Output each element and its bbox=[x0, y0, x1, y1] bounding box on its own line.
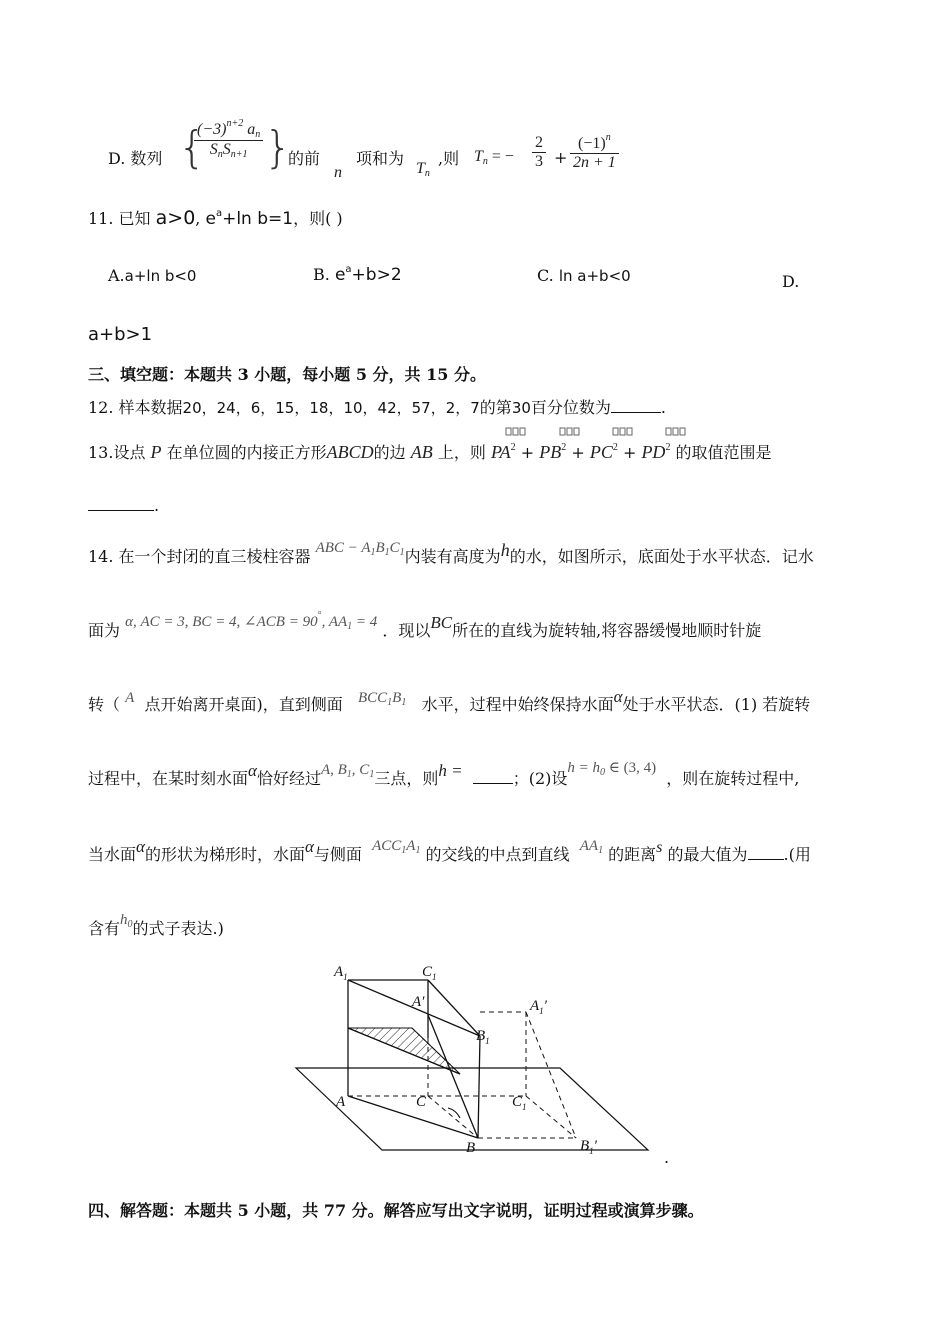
q11-stem bbox=[88, 206, 343, 229]
q13-pb: $PB^2$ bbox=[539, 442, 567, 462]
q14-line-2 bbox=[88, 610, 762, 642]
q14-answer-blank-2[interactable] bbox=[748, 845, 784, 860]
q11-opt-b-label: B. bbox=[313, 265, 330, 284]
q13-p: P bbox=[150, 442, 162, 462]
q14-l1-mid: 内装有高度为 bbox=[404, 547, 501, 566]
q14-points: A, $B_1$, $C_1$ bbox=[320, 762, 375, 780]
frac1-den: 3 bbox=[535, 153, 543, 170]
q10-var-n: n bbox=[334, 164, 342, 181]
q13-answer-line bbox=[88, 496, 159, 515]
q14-line-3 bbox=[88, 687, 811, 716]
q11-option-d-label[interactable] bbox=[782, 272, 799, 291]
label-A1: $A_1$ bbox=[334, 964, 348, 982]
seq-num-sub: n bbox=[255, 129, 261, 140]
q12-pct: 30 bbox=[511, 399, 531, 417]
q13-ab: AB bbox=[410, 442, 433, 462]
formula-eq: = − bbox=[491, 148, 514, 165]
frac-alt bbox=[570, 132, 619, 172]
q12-mid: 的第 bbox=[479, 398, 512, 417]
q14-l1-prefix: 14. 在一个封闭的直三棱柱容器 bbox=[88, 547, 311, 566]
section-3-heading: 三、填空题：本题共 3 小题，每小题 5 分，共 15 分。 bbox=[88, 365, 486, 384]
q14-l2-suffix: 所在的直线为旋转轴,将容器缓慢地顺时针旋 bbox=[452, 621, 762, 640]
q14-conditions: α, AC = 3, BC = 4, ∠ACB = 90°, $AA_1 = 4$ bbox=[125, 610, 378, 632]
q14-l5-mid: 的形状为梯形时，水面 bbox=[144, 845, 305, 864]
q10-formula bbox=[474, 148, 514, 167]
q14-l3-suffix: 处于水平状态．(1) 若旋转 bbox=[622, 695, 811, 714]
q14-l1-suffix: 的水，如图所示，底面处于水平状态．记水 bbox=[509, 547, 814, 566]
q11-opt-b-text: $e^a+b>2$ bbox=[334, 264, 402, 285]
formula-plus: + bbox=[554, 148, 568, 167]
q13-t1: 在单位圆的内接正方形 bbox=[166, 443, 327, 462]
q11-opt-a-label: A. bbox=[108, 266, 125, 285]
section-4-heading: 四、解答题：本题共 5 小题，共 77 分。解答应写出文字说明，证明过程或演算步骤。 bbox=[88, 1201, 704, 1220]
q12-data: 20，24，6，15，18，10，42，57，2，7 bbox=[182, 399, 480, 417]
q14-prism: ABC − $A_1B_1C_1$ bbox=[315, 540, 405, 558]
q10-var-T: $T_n$ bbox=[416, 160, 430, 179]
q11-opt-d-label: D. bbox=[782, 272, 800, 291]
q13-plus-1: + bbox=[520, 443, 535, 462]
q14-h-eq: h = bbox=[438, 761, 463, 780]
q11-comma: , bbox=[195, 209, 201, 228]
q14-bc: BC bbox=[430, 613, 453, 632]
q14-l4-prefix: 过程中，在某时刻水面 bbox=[88, 769, 249, 788]
vector-arrow-marks bbox=[500, 426, 720, 438]
q11-opt-a-text: a+ln b<0 bbox=[124, 267, 197, 285]
seq-num-term: a bbox=[247, 121, 256, 138]
label-B: B bbox=[466, 1140, 476, 1156]
q14-line-5 bbox=[88, 837, 811, 866]
q14-l6-suffix: 的式子表达.) bbox=[132, 919, 224, 938]
q14-h0: $h_0$ bbox=[120, 912, 133, 930]
q14-l5-mid3: 的交线的中点到直线 bbox=[425, 845, 570, 864]
q11-cond2: $e^a+\ln$ b=1 bbox=[205, 208, 294, 229]
q14-l4-mid2: 三点，则 bbox=[374, 769, 439, 788]
q11-opt-c-label: C. bbox=[537, 266, 554, 285]
q13-pa: $PA^2$ bbox=[490, 442, 516, 462]
q13-plus-2: + bbox=[571, 443, 585, 462]
q12-end: . bbox=[660, 398, 667, 417]
q14-acc: $ACC_1A_1$ bbox=[372, 838, 421, 856]
q10-text-before-n: 的前 bbox=[288, 149, 321, 168]
q10-text-sum: 项和为 bbox=[356, 149, 405, 168]
q14-s: s bbox=[656, 839, 663, 856]
formula-lhs-sub: n bbox=[482, 156, 488, 167]
figure-trailing-dot: . bbox=[664, 1148, 670, 1167]
q10-text-then: ,则 bbox=[438, 149, 460, 168]
q11-option-b[interactable] bbox=[313, 264, 402, 285]
seq-den-a-sub: n bbox=[217, 149, 223, 160]
q12-prefix: 12. 样本数据 bbox=[88, 398, 183, 417]
q14-alpha-2: α bbox=[248, 761, 257, 780]
q14-line-4 bbox=[88, 760, 800, 790]
q14-l3-mid2: 水平，过程中始终保持水面 bbox=[421, 695, 614, 714]
label-C1: $C_1$ bbox=[422, 964, 437, 982]
q14-l2-prefix: 面为 bbox=[88, 621, 121, 640]
q14-l2-mid: ．现以 bbox=[382, 621, 431, 640]
label-A-prime: A′ bbox=[412, 994, 425, 1010]
q14-line-1 bbox=[88, 540, 814, 568]
q14-l3-prefix: 转（ bbox=[88, 695, 121, 714]
q11-option-c[interactable] bbox=[537, 266, 631, 285]
q14-alpha-3: α bbox=[136, 837, 145, 856]
q11-suffix: ，则( ) bbox=[293, 209, 343, 228]
q11-prefix: 11. 已知 bbox=[88, 209, 151, 228]
q13 bbox=[88, 440, 772, 463]
q14-l5-mid4: 的距离 bbox=[608, 845, 657, 864]
q12-suffix: 百分位数为 bbox=[530, 398, 611, 417]
q13-pd: $PD^2$ bbox=[641, 442, 671, 462]
label-B1: $B_1$ bbox=[476, 1028, 490, 1046]
label-C: C bbox=[416, 1094, 427, 1110]
q14-line-6 bbox=[88, 912, 224, 940]
q14-l4-suffix: ，则在旋转过程中, bbox=[666, 769, 800, 788]
seq-den-b-sub: n+1 bbox=[230, 149, 248, 160]
prism-rotation-figure bbox=[290, 960, 690, 1170]
q14-h0-expr: $h = h_0$ ∈ (3, 4) bbox=[567, 760, 657, 778]
q13-t2: 的边 bbox=[373, 443, 406, 462]
q14-l4-mid: 恰好经过 bbox=[256, 769, 321, 788]
q14-l5-mid5: 的最大值为 bbox=[667, 845, 748, 864]
q14-side: $BCC_1B_1$ bbox=[357, 690, 407, 708]
seq-num: (−3) bbox=[197, 121, 227, 138]
q14-l5-suffix: .(用 bbox=[783, 845, 811, 864]
frac2-den: 2n + 1 bbox=[573, 154, 616, 171]
q11-cond1: a>0 bbox=[155, 207, 196, 229]
q14-l5-mid2: 与侧面 bbox=[313, 845, 362, 864]
label-A: A bbox=[336, 1094, 346, 1110]
q13-end: . bbox=[154, 496, 160, 515]
q11-option-d-text[interactable]: a+b>1 bbox=[88, 324, 153, 345]
label-C1-bottom: $C_1$ bbox=[512, 1094, 527, 1112]
frac1-num: 2 bbox=[532, 134, 546, 153]
q14-answer-blank-1[interactable] bbox=[473, 769, 513, 784]
q12 bbox=[88, 395, 666, 418]
q10-option-d-label: D. 数列 bbox=[108, 149, 163, 168]
label-B1-prime: $B_1'$ bbox=[580, 1138, 597, 1156]
formula-lhs: T bbox=[474, 148, 483, 165]
seq-den-a: S bbox=[209, 141, 218, 158]
q14-l3-mid: 点开始离开桌面)，直到侧面 bbox=[144, 695, 343, 714]
q12-answer-blank[interactable] bbox=[611, 398, 661, 413]
q13-t3: 上，则 bbox=[437, 443, 486, 462]
seq-fraction bbox=[194, 118, 263, 160]
q13-t4: 的取值范围是 bbox=[675, 443, 772, 462]
q14-a: A bbox=[125, 690, 135, 706]
q14-l6-prefix: 含有 bbox=[88, 919, 121, 938]
q13-prefix: 13.设点 bbox=[88, 443, 146, 462]
q13-pc: $PC^2$ bbox=[589, 442, 618, 462]
seq-den-b: S bbox=[222, 141, 231, 158]
q14-alpha-1: α bbox=[613, 687, 623, 706]
q14-h: h bbox=[500, 540, 510, 560]
label-A1-prime: $A_1'$ bbox=[530, 998, 547, 1016]
q11-option-a[interactable] bbox=[108, 266, 196, 285]
left-brace: { bbox=[178, 122, 206, 173]
rotation-arc bbox=[448, 1108, 460, 1118]
q14-alpha-4: α bbox=[304, 837, 314, 856]
q14-l4-mid3: ；(2)设 bbox=[512, 769, 568, 788]
q13-abcd: ABCD bbox=[326, 442, 374, 462]
right-brace: } bbox=[264, 122, 292, 173]
frac2-num: (−1) bbox=[578, 135, 606, 152]
q14-aa1: $AA_1$ bbox=[579, 838, 604, 856]
q14-l5-prefix: 当水面 bbox=[88, 845, 137, 864]
q13-answer-blank[interactable] bbox=[88, 496, 154, 511]
frac-two-thirds bbox=[532, 134, 546, 171]
q11-opt-c-text: ln a+b<0 bbox=[558, 267, 631, 285]
seq-num-exp: n+2 bbox=[226, 118, 244, 129]
frac2-num-exp: n bbox=[605, 132, 611, 143]
q13-plus-3: + bbox=[622, 443, 637, 462]
